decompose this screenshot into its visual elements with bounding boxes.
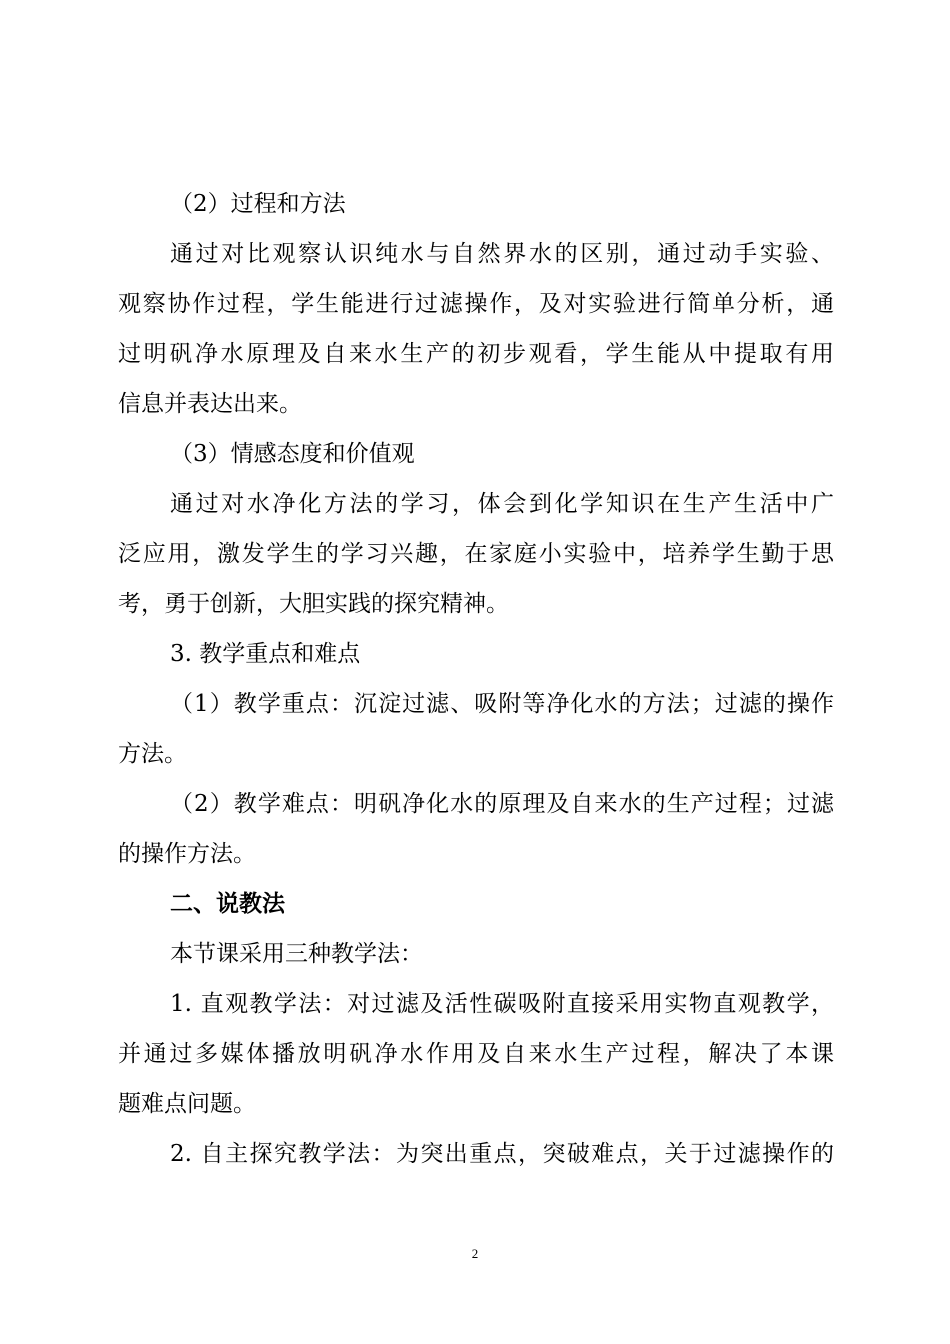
paragraph-line: 1. 直观教学法：对过滤及活性碳吸附直接采用实物直观教学， bbox=[170, 991, 834, 1017]
paragraph-line: 的操作方法。 bbox=[118, 841, 256, 867]
section-heading-teaching-methods: 二、说教法 bbox=[170, 890, 285, 917]
page-number: 2 bbox=[471, 1246, 479, 1261]
paragraph-line: 观察协作过程，学生能进行过滤操作，及对实验进行简单分析，通 bbox=[118, 291, 834, 317]
paragraph-line: 题难点问题。 bbox=[118, 1091, 256, 1117]
paragraph-line: （1）教学重点：沉淀过滤、吸附等净化水的方法；过滤的操作 bbox=[170, 691, 834, 717]
paragraph-line: 通过对水净化方法的学习，体会到化学知识在生产生活中广 bbox=[170, 491, 834, 517]
subheading-process-method: （2）过程和方法 bbox=[170, 191, 346, 217]
paragraph-line: （2）教学难点：明矾净化水的原理及自来水的生产过程；过滤 bbox=[170, 791, 834, 817]
paragraph-line: 通过对比观察认识纯水与自然界水的区别，通过动手实验、 bbox=[170, 241, 834, 267]
paragraph-line: 并通过多媒体播放明矾净水作用及自来水生产过程，解决了本课 bbox=[118, 1041, 834, 1067]
subheading-key-points: 3. 教学重点和难点 bbox=[170, 641, 361, 667]
paragraph-line: 过明矾净水原理及自来水生产的初步观看，学生能从中提取有用 bbox=[118, 341, 834, 367]
paragraph-line: 考，勇于创新，大胆实践的探究精神。 bbox=[118, 591, 509, 617]
paragraph-line: 泛应用，激发学生的学习兴趣，在家庭小实验中，培养学生勤于思 bbox=[118, 541, 834, 567]
paragraph-line: 2. 自主探究教学法：为突出重点，突破难点，关于过滤操作的 bbox=[170, 1141, 834, 1167]
paragraph-line: 本节课采用三种教学法： bbox=[170, 941, 423, 967]
subheading-emotion-values: （3）情感态度和价值观 bbox=[170, 441, 415, 467]
paragraph-line: 信息并表达出来。 bbox=[118, 391, 302, 417]
paragraph-line: 方法。 bbox=[118, 741, 187, 767]
